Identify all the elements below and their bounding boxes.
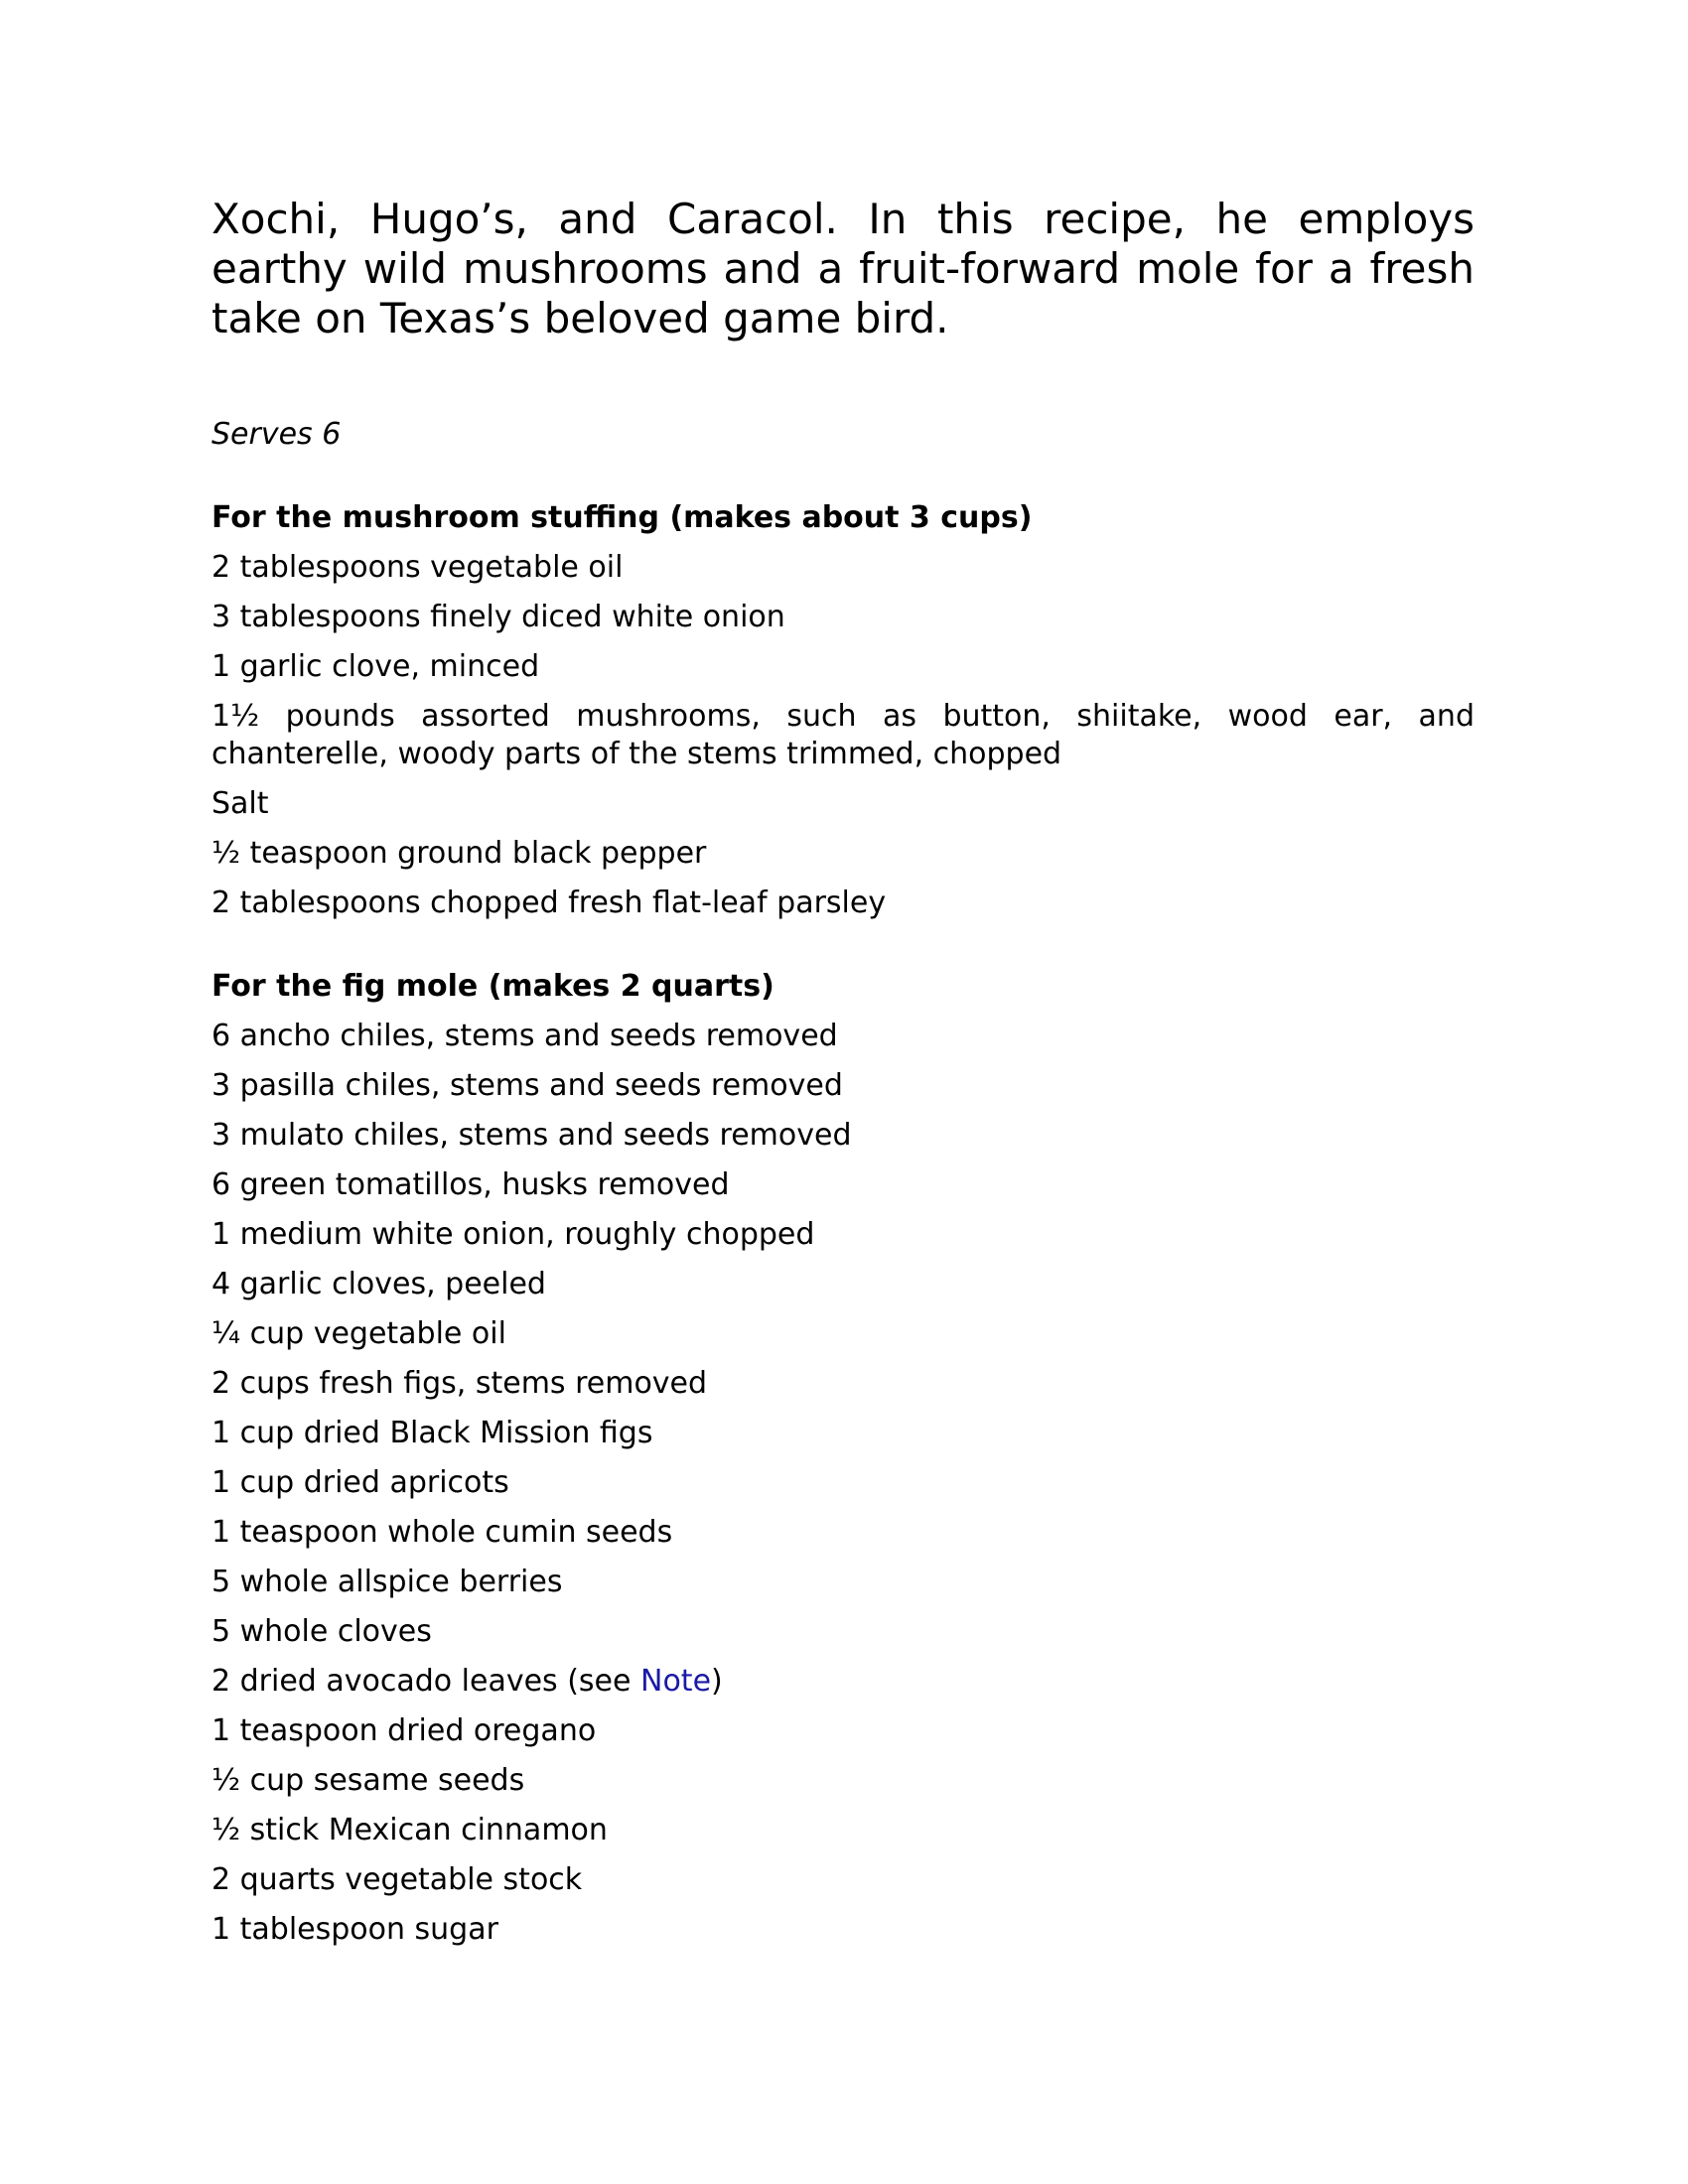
fig-mole-section [211,968,1475,1949]
ingredient-item: 2 tablespoons vegetable oil [211,550,624,585]
ingredient-item: 1 cup dried apricots [211,1465,509,1500]
serves-line: Serves 6 [211,417,342,452]
ingredient-item: 1 cup dried Black Mission figs [211,1416,653,1450]
ingredient-item: 5 whole allspice berries [211,1565,563,1599]
mushroom-stuffing-heading: For the mushroom stuffing (makes about 3 cups) [211,500,1033,535]
mushroom-stuffing-section [211,499,1475,922]
ingredient-item: 1 garlic clove, minced [211,649,540,684]
ingredient-item: 4 garlic cloves, peeled [211,1267,546,1301]
ingredient-text: 2 dried avocado leaves (see [211,1664,641,1699]
ingredient-item: 3 tablespoons finely diced white onion [211,600,785,634]
closing-paren: ) [711,1664,723,1699]
ingredient-item: 2 quarts vegetable stock [211,1862,583,1897]
ingredient-item: ½ stick Mexican cinnamon [211,1813,608,1847]
ingredient-item: ½ teaspoon ground black pepper [211,836,707,871]
ingredient-item: 3 pasilla chiles, stems and seeds removed [211,1068,843,1103]
ingredient-item: ¼ cup vegetable oil [211,1316,506,1351]
fig-mole-list [211,1018,1475,1949]
ingredient-item: 5 whole cloves [211,1614,432,1649]
ingredient-item: 1 medium white onion, roughly chopped [211,1217,815,1252]
ingredient-item: 1 tablespoon sugar [211,1912,498,1947]
recipe-page [211,195,1475,1949]
ingredient-item: Salt [211,786,269,821]
ingredient-item: 2 tablespoons chopped fresh flat-leaf parsley [211,886,887,920]
ingredient-item: ½ cup sesame seeds [211,1763,525,1798]
ingredient-item: 1½ pounds assorted mushrooms, such as button, shiitake, wood ear, and chanterelle, woody parts of the stems trimmed, chopped [211,699,1475,771]
ingredient-item: 1 teaspoon dried oregano [211,1713,597,1748]
note-link[interactable]: Note [640,1664,712,1699]
fig-mole-heading: For the fig mole (makes 2 quarts) [211,969,774,1004]
ingredient-item-avocado-leaves [211,1663,1475,1701]
mushroom-stuffing-list [211,549,1475,922]
ingredient-item: 6 ancho chiles, stems and seeds removed [211,1019,838,1053]
ingredient-item: 6 green tomatillos, husks removed [211,1167,730,1202]
ingredient-item: 2 cups fresh figs, stems removed [211,1366,708,1401]
ingredient-item: 1 teaspoon whole cumin seeds [211,1515,673,1550]
intro-paragraph: Xochi, Hugo’s, and Caracol. In this recipe, he employs earthy wild mushrooms and a fruit-forward mole for a fresh take on Texas’s beloved game bird. [211,195,1475,342]
ingredient-item: 3 mulato chiles, stems and seeds removed [211,1118,852,1153]
